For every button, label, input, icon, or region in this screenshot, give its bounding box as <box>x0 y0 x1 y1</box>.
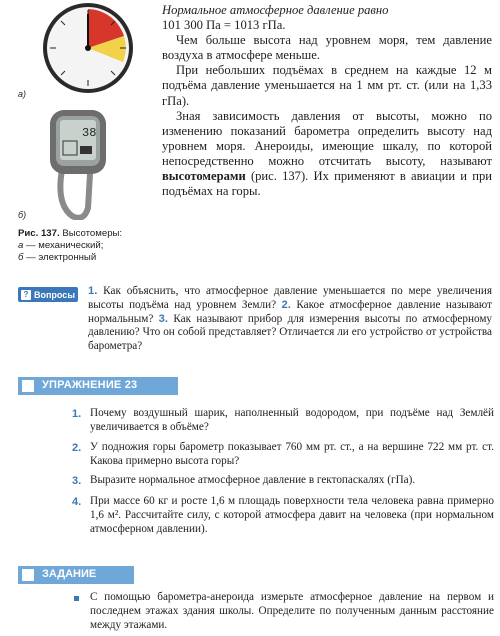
paragraph-height-pressure: Чем больше высота над уровнем моря, тем давление воздуха в атмосфере меньше. <box>162 33 492 63</box>
exercise-item-text: Почему воздушный шарик, наполненный водородом, при подъёме над Землёй увеличивается в объёме? <box>90 407 494 433</box>
exercise-item-number: 4. <box>72 496 82 508</box>
mechanical-altimeter-figure <box>38 2 138 94</box>
caption-a-letter: а <box>18 240 24 251</box>
task-title: ЗАДАНИЕ <box>42 568 97 580</box>
electronic-altimeter-figure <box>42 108 112 220</box>
exercise-item-number: 1. <box>72 408 82 420</box>
question-text: Какое атмосферное давление называют нормальным? <box>88 298 493 325</box>
main-text <box>162 3 492 199</box>
caption-title: Высотомеры: <box>62 228 123 239</box>
paragraph-normal-pressure <box>162 3 492 33</box>
exercise-icon <box>22 380 34 392</box>
exercise-item-text: У подножия горы барометр показывает 760 мм рт. ст., а на вершине 722 мм рт. ст. Какова примерно высота горы? <box>90 441 494 467</box>
figure-a-letter: а) <box>18 89 27 99</box>
question-number: 2. <box>281 298 291 311</box>
figure-b-letter: б) <box>18 210 27 220</box>
exercise-item-number: 3. <box>72 475 82 487</box>
figure-caption <box>18 228 158 264</box>
questions-badge <box>18 287 78 302</box>
exercise-item-text: При массе 60 кг и росте 1,6 м площадь поверхности тела человека равна примерно 1,6 м². Рассчитайте силу, с которой атмосфера давит на человека (при нормальном атмосферном давлении). <box>90 495 494 535</box>
paragraph-small-rises: При небольших подъёмах в среднем на каждые 12 м подъёма давление уменьшается на 1 мм рт. ст. (или на 1,33 гПа). <box>162 63 492 108</box>
normal-pressure-value: 101 300 Па = 1013 гПа. <box>162 18 286 33</box>
exercise-title: УПРАЖНЕНИЕ 23 <box>42 379 138 391</box>
paragraph-altimeters <box>162 109 492 200</box>
question-number: 1. <box>88 285 98 297</box>
exercise-item-number: 2. <box>72 442 82 454</box>
exercise-item-text: Выразите нормальное атмосферное давление в гектопаскалях (гПа). <box>90 474 416 486</box>
caption-b-text: — электронный <box>26 252 97 263</box>
question-icon: ? <box>21 290 31 300</box>
questions-badge-label: Вопросы <box>34 289 76 300</box>
task-icon <box>22 569 34 581</box>
question-number: 3. <box>158 312 168 325</box>
altimeters-text-before: Зная зависимость давления от высоты, можно по изменению показаний барометра определить высоту над уровнем моря. Анероиды, имеющие шкалу, по которой непосредственно можно отсчитать высоту, называют <box>162 108 492 168</box>
normal-pressure-italic: Нормальное атмосферное давление равно <box>162 3 389 17</box>
altimeters-term: высотомерами <box>162 169 246 184</box>
questions-text <box>88 285 492 354</box>
task-bullet <box>74 596 79 601</box>
caption-label: Рис. 137. <box>18 228 60 239</box>
question-text: Как объяснить, что атмосферное давление уменьшается по мере увеличения высоты подъёма над уровнем Земли? <box>88 285 492 311</box>
task-text: С помощью барометра-анероида измерьте атмосферное давление на первом и последнем этажах здания школы. Определите по полученным данным расстояние между этажами. <box>90 591 494 631</box>
caption-b-letter: б <box>18 252 24 263</box>
question-text: Как называют прибор для измерения высоты по атмосферному давлению? Что он собой представляет? Отличается ли его устройство от устройства барометра? <box>88 312 493 353</box>
altimeters-text-after: (рис. 137). Их применяют в авиации и при подъёмах на горы. <box>162 169 492 199</box>
caption-a-text: — механический; <box>26 240 104 251</box>
altimeter-display-digits: 38 <box>82 126 97 140</box>
